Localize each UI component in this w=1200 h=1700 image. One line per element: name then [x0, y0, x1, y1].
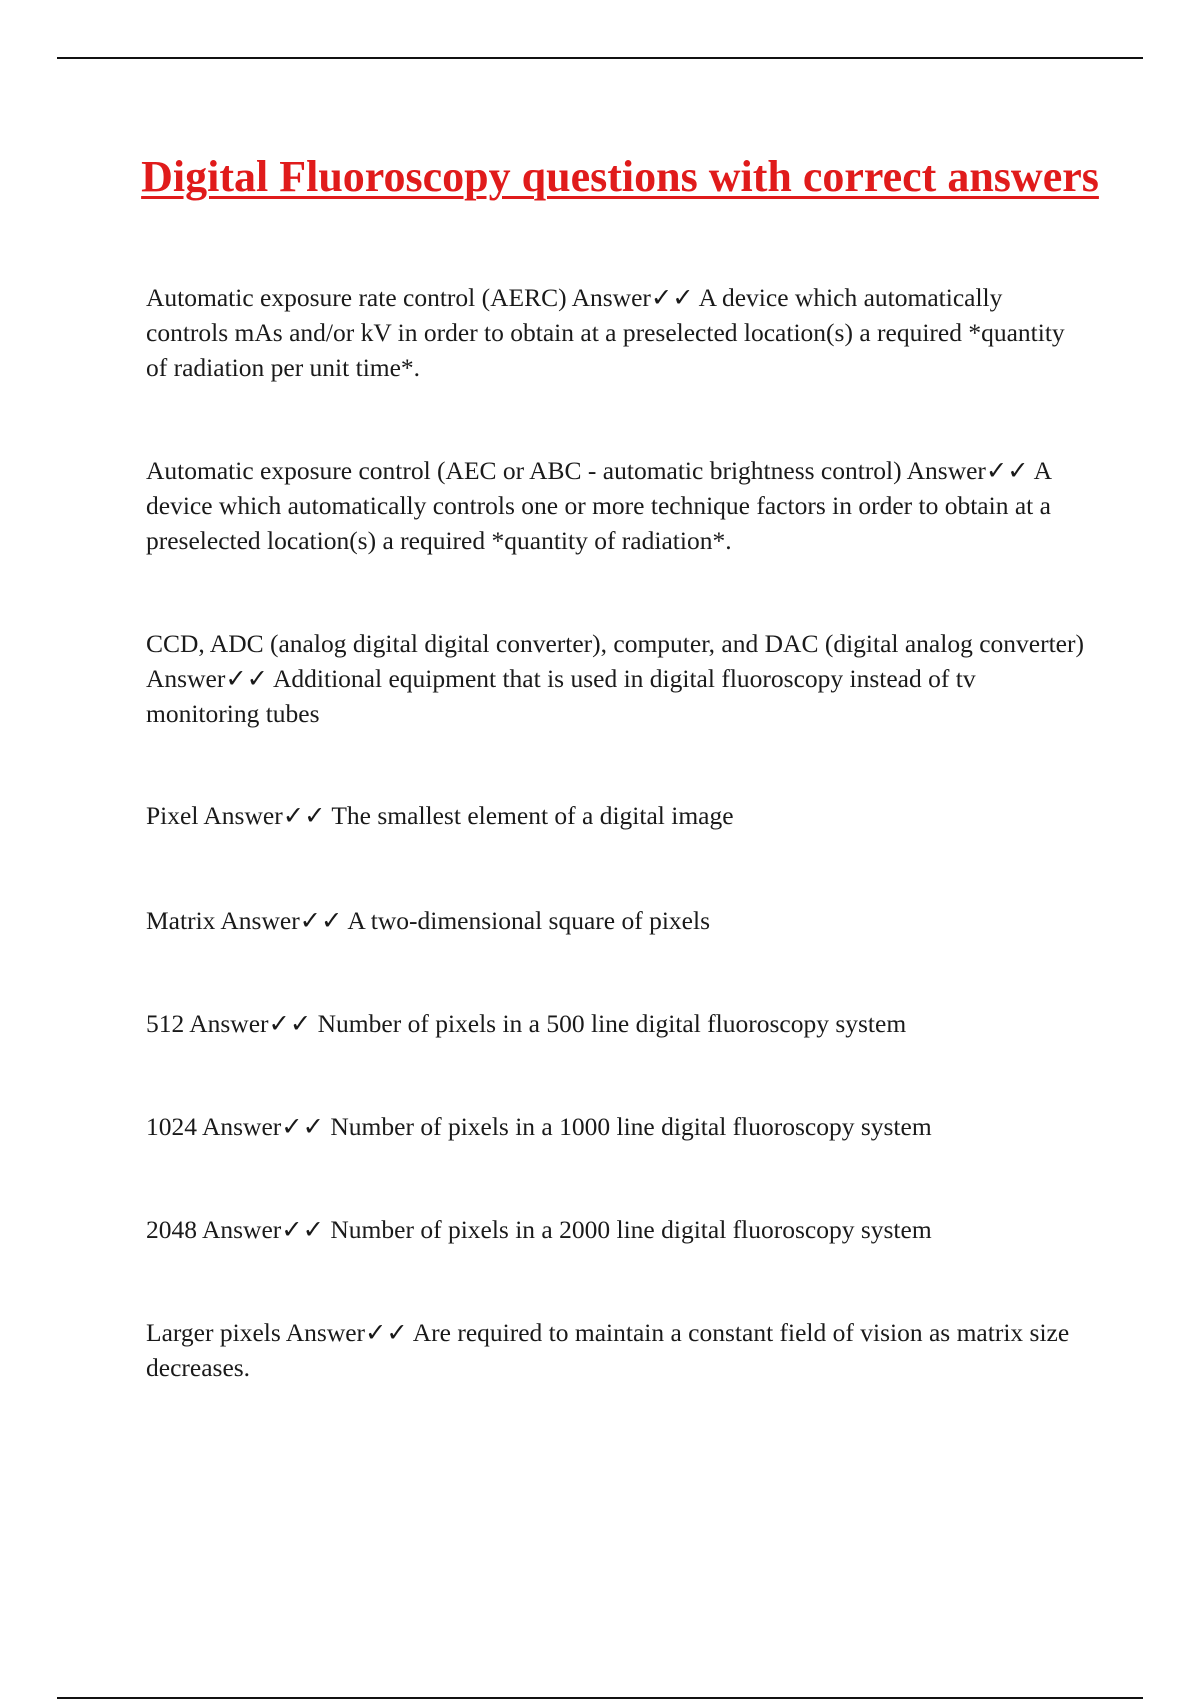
qa-item-larger-pixels: Larger pixels Answer✓✓ Are required to maintain a constant field of vision as matrix size decreases.: [146, 1318, 1070, 1382]
qa-item-pixel: Pixel Answer✓✓ The smallest element of a digital image: [146, 801, 734, 830]
qa-item-digital-equipment: CCD, ADC (analog digital digital converter), computer, and DAC (digital analog converter) Answer✓✓ Additional equipment that is used in digital fluoroscopy instead of tv monitoring tubes: [146, 629, 1084, 728]
header-rule: [57, 57, 1143, 59]
qa-item-matrix: Matrix Answer✓✓ A two-dimensional square of pixels: [146, 906, 710, 935]
footer-rule: [57, 1697, 1143, 1699]
document-title: Digital Fluoroscopy questions with correct answers: [141, 152, 1099, 201]
qa-item-aec: Automatic exposure control (AEC or ABC - automatic brightness control) Answer✓✓ A device which automatically controls one or more technique factors in order to obtain at a preselected location(s) a required *quantity of radiation*.: [146, 456, 1051, 555]
qa-item-512: 512 Answer✓✓ Number of pixels in a 500 line digital fluoroscopy system: [146, 1009, 907, 1038]
qa-item-2048: 2048 Answer✓✓ Number of pixels in a 2000 line digital fluoroscopy system: [146, 1215, 932, 1244]
qa-item-1024: 1024 Answer✓✓ Number of pixels in a 1000 line digital fluoroscopy system: [146, 1112, 932, 1141]
qa-item-aerc: Automatic exposure rate control (AERC) Answer✓✓ A device which automatically controls mAs and/or kV in order to obtain at a preselected location(s) a required *quantity of radiation per unit time*.: [146, 283, 1065, 382]
